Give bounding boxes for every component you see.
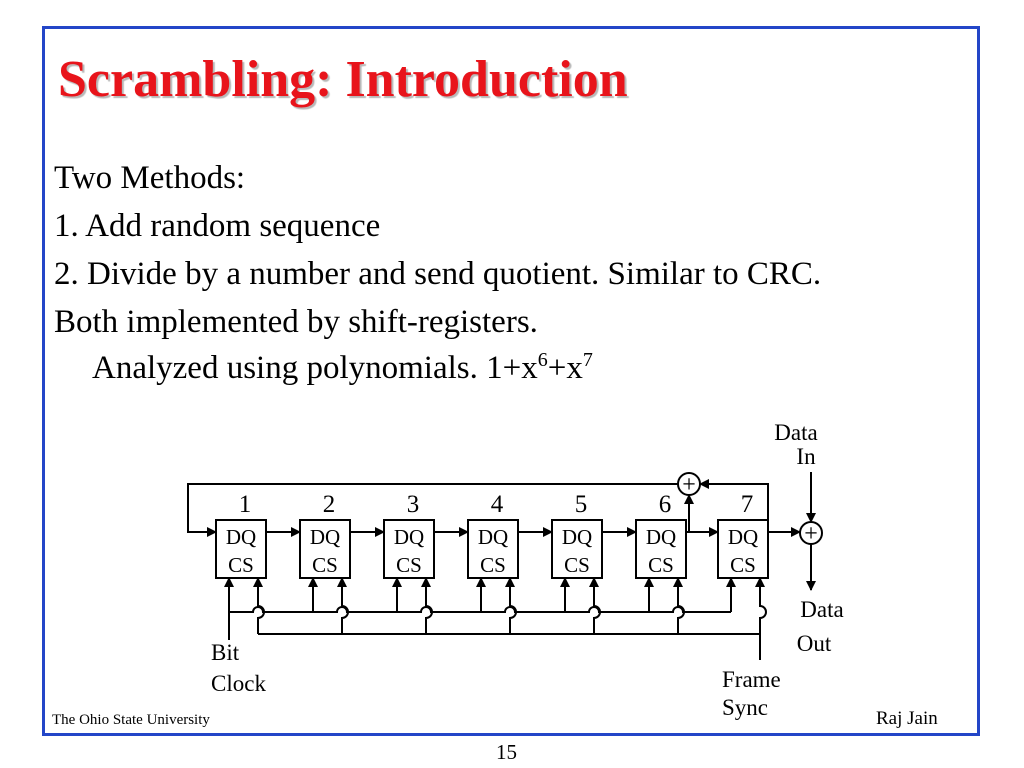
register-cs-label: CS: [228, 553, 254, 577]
text-line-3: 2. Divide by a number and send quotient. Similar to CRC.: [54, 256, 822, 292]
xor-plus-symbol: +: [804, 521, 818, 547]
register-number: 7: [740, 491, 754, 518]
bit-clock-label: Bit: [211, 640, 240, 665]
clock-bus: [397, 607, 481, 612]
register-cs-label: CS: [312, 553, 338, 577]
register-cs-label: CS: [396, 553, 422, 577]
register-number: 6: [658, 491, 672, 518]
clock-bus: [565, 607, 649, 612]
bit-clock-label: Clock: [211, 671, 266, 696]
footer-university: The Ohio State University: [52, 712, 210, 728]
exponent-7: 7: [582, 349, 593, 371]
sync-arrow: [678, 578, 684, 634]
register-number: 3: [406, 491, 420, 518]
xor-plus-symbol: +: [682, 472, 696, 498]
frame-sync-label: Sync: [722, 695, 768, 720]
data-out-label: Out: [796, 631, 832, 656]
clock-bus: [481, 607, 565, 612]
slide-title: Scrambling: Introduction: [58, 51, 628, 108]
clock-bus: [313, 607, 397, 612]
register-dq-label: DQ: [393, 525, 425, 549]
footer-author: Raj Jain: [876, 708, 938, 729]
register-number: 5: [574, 491, 588, 518]
register-cs-label: CS: [648, 553, 674, 577]
sync-arrow: [510, 578, 516, 634]
register-number: 2: [322, 491, 336, 518]
text-line-1: Two Methods:: [54, 160, 246, 196]
sync-arrow: [594, 578, 600, 634]
register-dq-label: DQ: [477, 525, 509, 549]
text-line-2: 1. Add random sequence: [54, 208, 381, 244]
sync-arrow: [760, 578, 766, 634]
frame-sync-label: Frame: [722, 667, 781, 692]
page-number: 15: [496, 740, 517, 764]
register-dq-label: DQ: [727, 525, 759, 549]
data-out-label: Data: [800, 597, 844, 622]
register-number: 4: [490, 491, 504, 518]
register-dq-label: DQ: [309, 525, 341, 549]
data-in-label: Data: [774, 420, 818, 445]
register-dq-label: DQ: [225, 525, 257, 549]
exponent-6: 6: [537, 349, 548, 371]
clock-bus: [649, 607, 731, 612]
sync-arrow: [342, 578, 348, 634]
register-cs-label: CS: [480, 553, 506, 577]
register-cs-label: CS: [730, 553, 756, 577]
polynomial-plus-x: +x: [547, 350, 583, 386]
register-number: 1: [238, 491, 252, 518]
polynomial-text: Analyzed using polynomials. 1+x: [92, 350, 538, 386]
data-in-label: In: [796, 444, 816, 469]
clock-bus: [229, 607, 313, 612]
register-dq-label: DQ: [645, 525, 677, 549]
sync-arrow: [258, 578, 264, 634]
sync-arrow: [426, 578, 432, 634]
register-cs-label: CS: [564, 553, 590, 577]
text-line-4: Both implemented by shift-registers.: [54, 304, 538, 340]
register-dq-label: DQ: [561, 525, 593, 549]
